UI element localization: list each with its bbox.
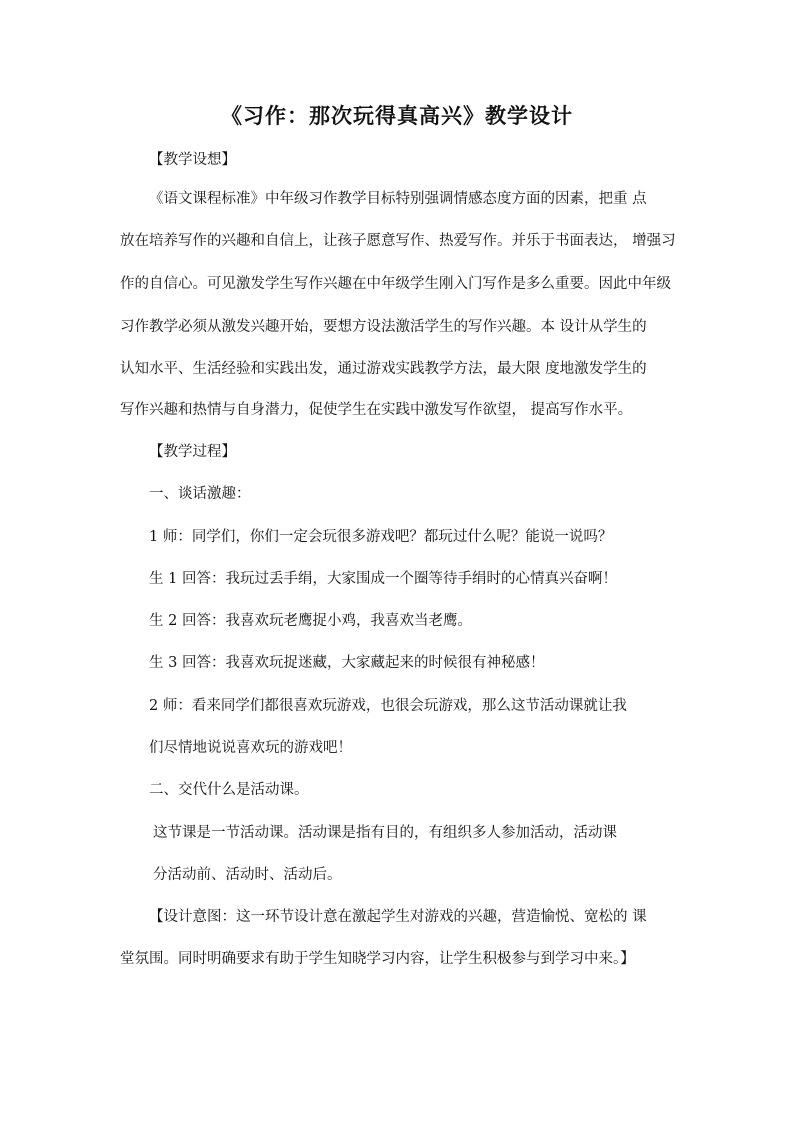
step-heading: 二、交代什么是活动课。 [149,782,309,798]
design-intent-line: 【设计意图：这一环节设计意在激起学生对游戏的兴趣，营造愉悦、宽松的 课 [149,909,647,925]
design-intent-line: 堂氛围。同时明确要求有助于学生知晓学习内容，让学生积极参与到学习中来。】 [120,951,635,967]
paragraph-line: 写作兴趣和热情与自身潜力，促使学生在实践中激发写作欲望， 提高写作水平。 [120,402,633,418]
dialog-line: 生 2 回答：我喜欢玩老鹰捉小鸡，我喜欢当老鹰。 [149,613,472,629]
activity-line: 这节课是一节活动课。活动课是指有目的，有组织多人参加活动，活动课 [153,825,617,841]
paragraph-line: 认知水平、生活经验和实践出发，通过游戏实践教学方法，最大限 度地激发学生的 [120,361,647,377]
paragraph-line: 习作教学必须从激发兴趣开始，要想方设法激活学生的写作兴趣。本 设计从学生的 [120,319,647,335]
step-heading: 一、谈话激趣： [149,486,251,502]
dialog-line: 们尽情地说说喜欢玩的游戏吧！ [149,740,352,756]
paragraph-line: 《语文课程标准》中年级习作教学目标特别强调情感态度方面的因素，把重 点 [149,191,647,207]
section-heading-idea: 【教学设想】 [149,152,236,168]
dialog-line: 2 师：看来同学们都很喜欢玩游戏，也很会玩游戏，那么这节活动课就让我 [149,698,627,714]
paragraph-line: 作的自信心。可见激发学生写作兴趣在中年级学生刚入门写作是多么重要。因此中年级 [120,276,671,292]
activity-line: 分活动前、活动时、活动后。 [153,867,342,883]
paragraph-line: 放在培养写作的兴趣和自信上，让孩子愿意写作、热爱写作。并乐于书面表达， 增强习 [120,233,676,249]
dialog-line: 生 3 回答：我喜欢玩捉迷藏，大家藏起来的时候很有神秘感！ [149,655,545,671]
section-heading-process: 【教学过程】 [149,444,236,460]
document-title: 《习作：那次玩得真高兴》教学设计 [221,103,573,128]
dialog-line: 生 1 回答：我玩过丢手绢，大家围成一个圈等待手绢时的心情真兴奋啊！ [149,571,617,587]
dialog-line: 1 师：同学们，你们一定会玩很多游戏吧？都玩过什么呢？能说一说吗？ [149,529,613,545]
